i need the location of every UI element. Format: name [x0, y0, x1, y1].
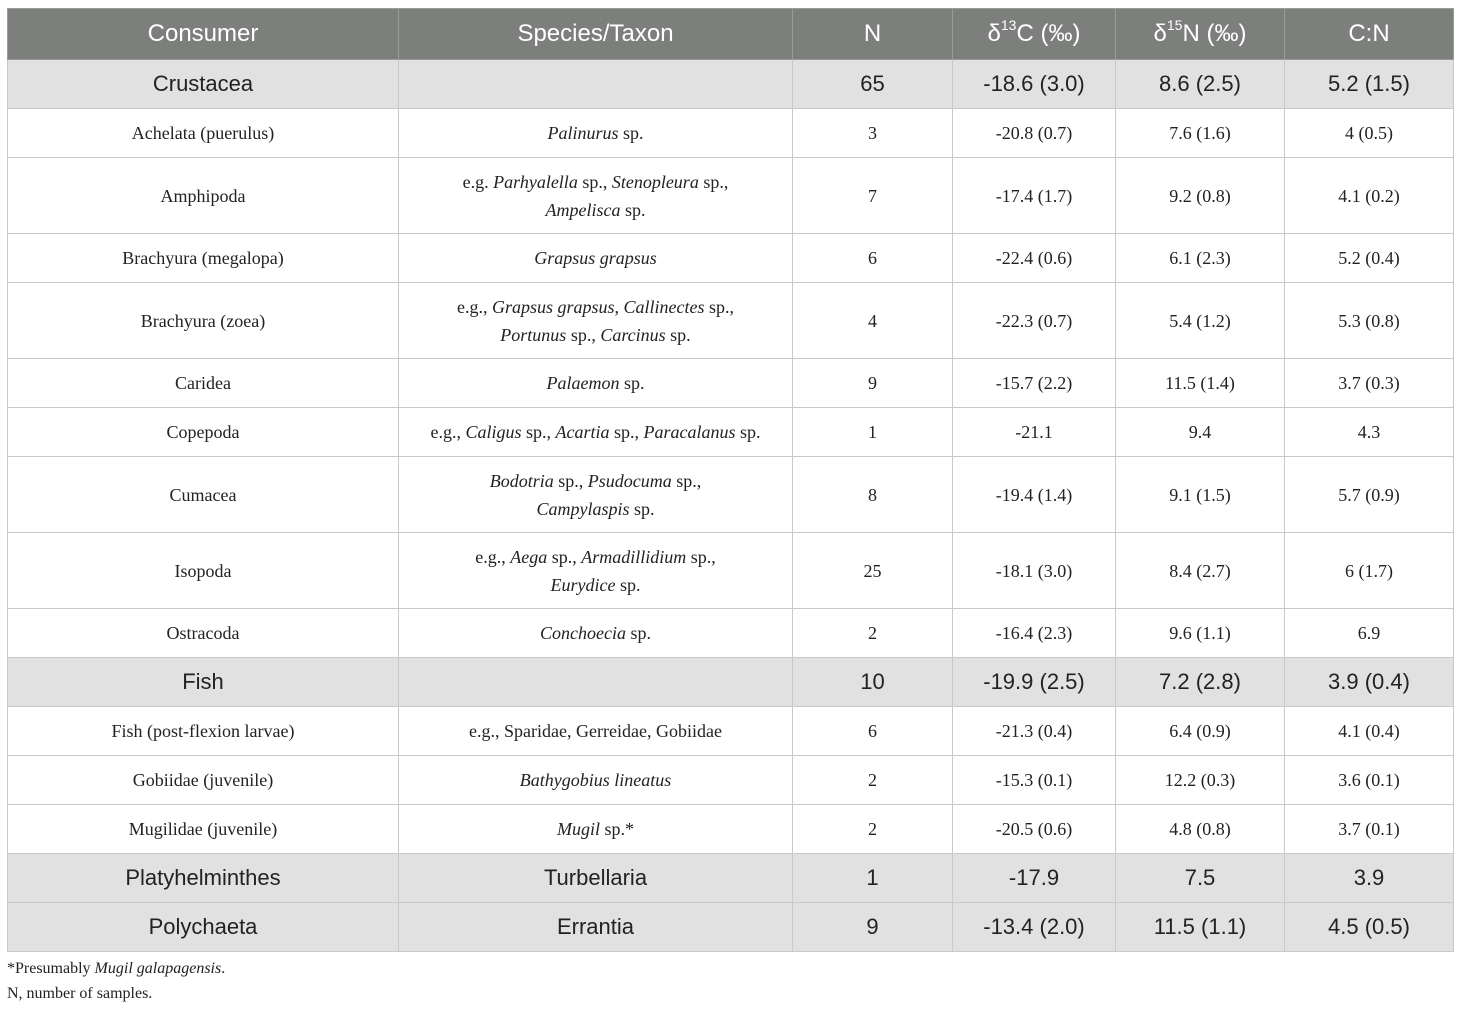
consumer-cell: Brachyura (megalopa)	[8, 234, 399, 283]
d13c-cell: -16.4 (2.3)	[953, 609, 1116, 658]
species-text: e.g.,	[456, 296, 492, 317]
consumer-cell: Platyhelminthes	[8, 854, 399, 903]
species-name-italic: Parhyalella	[493, 171, 578, 192]
species-text: e.g., Sparidae, Gerreidae, Gobiidae	[469, 721, 722, 741]
species-name-italic: Mugil	[556, 819, 600, 839]
consumer-cell: Mugilidae (juvenile)	[8, 805, 399, 854]
species-name-italic: Ampelisca	[545, 199, 621, 220]
species-text: sp.,	[547, 546, 582, 567]
species-text: sp.	[629, 498, 655, 519]
cn-cell: 5.7 (0.9)	[1285, 457, 1454, 533]
species-text: sp.,	[577, 171, 612, 192]
d15n-cell: 7.2 (2.8)	[1116, 658, 1285, 707]
species-text: ,	[614, 296, 624, 317]
cn-cell: 5.3 (0.8)	[1285, 283, 1454, 359]
species-text: sp.,	[609, 422, 644, 442]
d13c-cell: -20.5 (0.6)	[953, 805, 1116, 854]
species-text: sp.,	[671, 470, 702, 491]
species-line	[407, 865, 784, 891]
species-line	[407, 369, 784, 397]
n-cell: 7	[793, 158, 953, 234]
consumer-cell: Gobiidae (juvenile)	[8, 756, 399, 805]
species-text: e.g.	[462, 171, 494, 192]
consumer-cell: Cumacea	[8, 457, 399, 533]
d15n-cell: 7.5	[1116, 854, 1285, 903]
species-name-italic: Conchoecia	[540, 623, 626, 643]
d15n-cell: 6.4 (0.9)	[1116, 707, 1285, 756]
cn-cell: 4.1 (0.4)	[1285, 707, 1454, 756]
species-text: sp.	[625, 623, 651, 643]
d15n-superscript: 15	[1166, 17, 1183, 33]
d15n-cell: 9.1 (1.5)	[1116, 457, 1285, 533]
n-cell: 6	[793, 234, 953, 283]
cn-cell: 4.5 (0.5)	[1285, 903, 1454, 952]
d13c-cell: -17.9	[953, 854, 1116, 903]
species-name-italic: Palaemon	[546, 373, 620, 393]
table-row	[8, 359, 1454, 408]
species-line	[407, 495, 784, 523]
species-text: sp.	[620, 199, 646, 220]
header-row	[8, 9, 1454, 60]
header-d15n	[1116, 9, 1285, 60]
species-cell	[399, 805, 793, 854]
species-text: e.g.,	[475, 546, 511, 567]
header-n: N	[793, 9, 953, 60]
d15n-cell: 4.8 (0.8)	[1116, 805, 1285, 854]
cn-cell: 3.9	[1285, 854, 1454, 903]
species-cell	[399, 707, 793, 756]
species-line	[407, 571, 784, 599]
species-cell	[399, 658, 793, 707]
species-text: e.g.,	[430, 422, 466, 442]
species-text: sp.	[615, 574, 641, 595]
table-row	[8, 158, 1454, 234]
species-name-italic: Bathygobius lineatus	[519, 770, 672, 790]
group-row	[8, 658, 1454, 707]
n-cell: 9	[793, 903, 953, 952]
d15n-unit: N (‰)	[1182, 20, 1247, 47]
footnotes	[7, 956, 225, 1006]
n-cell: 25	[793, 533, 953, 609]
species-cell	[399, 854, 793, 903]
consumer-cell: Polychaeta	[8, 903, 399, 952]
footnote-suffix: .	[221, 960, 226, 977]
d15n-delta: δ	[1153, 20, 1167, 47]
species-text: sp.	[735, 422, 761, 442]
table-header	[8, 9, 1454, 60]
d13c-cell: -15.3 (0.1)	[953, 756, 1116, 805]
consumer-cell: Copepoda	[8, 408, 399, 457]
species-name-italic: Caligus	[465, 422, 522, 442]
table-row	[8, 234, 1454, 283]
d13c-cell: -22.3 (0.7)	[953, 283, 1116, 359]
footnote-n-definition: N, number of samples.	[7, 985, 153, 1002]
cn-cell: 4 (0.5)	[1285, 109, 1454, 158]
d15n-cell: 12.2 (0.3)	[1116, 756, 1285, 805]
species-line	[407, 293, 784, 321]
species-line	[407, 543, 784, 571]
species-name-italic: Psudocuma	[587, 470, 672, 491]
table-row	[8, 408, 1454, 457]
n-cell: 8	[793, 457, 953, 533]
species-cell	[399, 158, 793, 234]
n-cell: 65	[793, 60, 953, 109]
consumer-cell: Fish	[8, 658, 399, 707]
species-text: sp.	[665, 324, 691, 345]
d13c-cell: -19.4 (1.4)	[953, 457, 1116, 533]
cn-cell: 6 (1.7)	[1285, 533, 1454, 609]
species-line	[407, 418, 784, 446]
n-cell: 1	[793, 408, 953, 457]
d13c-unit: C (‰)	[1016, 20, 1081, 47]
species-text: sp.	[618, 123, 644, 143]
species-text: sp.,	[566, 324, 601, 345]
n-cell: 1	[793, 854, 953, 903]
species-cell	[399, 457, 793, 533]
species-text: Errantia	[556, 914, 635, 939]
d13c-cell: -17.4 (1.7)	[953, 158, 1116, 234]
n-cell: 3	[793, 109, 953, 158]
d15n-cell: 7.6 (1.6)	[1116, 109, 1285, 158]
table-row	[8, 805, 1454, 854]
cn-cell: 3.9 (0.4)	[1285, 658, 1454, 707]
consumer-cell: Isopoda	[8, 533, 399, 609]
n-cell: 4	[793, 283, 953, 359]
group-row	[8, 60, 1454, 109]
d15n-cell: 11.5 (1.1)	[1116, 903, 1285, 952]
species-name-italic: Eurydice	[550, 574, 616, 595]
d15n-cell: 6.1 (2.3)	[1116, 234, 1285, 283]
isotope-table	[7, 8, 1454, 952]
species-line	[407, 766, 784, 794]
species-cell	[399, 609, 793, 658]
n-cell: 2	[793, 805, 953, 854]
table-row	[8, 756, 1454, 805]
consumer-cell: Achelata (puerulus)	[8, 109, 399, 158]
species-text: Turbellaria	[543, 865, 648, 890]
species-cell	[399, 234, 793, 283]
species-line	[407, 815, 784, 843]
species-name-italic: Campylaspis	[536, 498, 630, 519]
table-row	[8, 533, 1454, 609]
d15n-cell: 9.6 (1.1)	[1116, 609, 1285, 658]
species-name-italic: Paracalanus	[643, 422, 736, 442]
header-consumer: Consumer	[8, 9, 399, 60]
header-d13c	[953, 9, 1116, 60]
species-name-italic: Acartia	[555, 422, 610, 442]
d13c-delta: δ	[987, 20, 1001, 47]
table-row	[8, 457, 1454, 533]
d13c-cell: -21.3 (0.4)	[953, 707, 1116, 756]
species-line	[407, 619, 784, 647]
species-name-italic: Bodotria	[489, 470, 554, 491]
species-line	[407, 467, 784, 495]
species-line	[407, 168, 784, 196]
n-cell: 2	[793, 609, 953, 658]
species-text: sp.	[619, 373, 645, 393]
species-line	[407, 321, 784, 349]
table-row	[8, 609, 1454, 658]
table-row	[8, 109, 1454, 158]
n-cell: 6	[793, 707, 953, 756]
species-name-italic: Aega	[510, 546, 548, 567]
species-text: sp.,	[704, 296, 735, 317]
species-text: sp.*	[599, 819, 634, 839]
cn-cell: 3.7 (0.1)	[1285, 805, 1454, 854]
species-name-italic: Palinurus	[547, 123, 619, 143]
species-line	[407, 717, 784, 745]
consumer-cell: Crustacea	[8, 60, 399, 109]
cn-cell: 6.9	[1285, 609, 1454, 658]
table-row	[8, 707, 1454, 756]
d15n-cell: 9.4	[1116, 408, 1285, 457]
d15n-cell: 8.6 (2.5)	[1116, 60, 1285, 109]
species-cell	[399, 533, 793, 609]
group-row	[8, 854, 1454, 903]
cn-cell: 5.2 (0.4)	[1285, 234, 1454, 283]
species-text: sp.,	[686, 546, 716, 567]
cn-cell: 3.6 (0.1)	[1285, 756, 1454, 805]
n-cell: 2	[793, 756, 953, 805]
species-line	[407, 244, 784, 272]
d13c-cell: -18.6 (3.0)	[953, 60, 1116, 109]
cn-cell: 5.2 (1.5)	[1285, 60, 1454, 109]
species-name-italic: Armadillidium	[581, 546, 687, 567]
species-name-italic: Callinectes	[623, 296, 705, 317]
d15n-cell: 5.4 (1.2)	[1116, 283, 1285, 359]
species-cell	[399, 283, 793, 359]
header-cn: C:N	[1285, 9, 1454, 60]
species-name-italic: Carcinus	[600, 324, 666, 345]
species-name-italic: Portunus	[500, 324, 567, 345]
consumer-cell: Brachyura (zoea)	[8, 283, 399, 359]
species-name-italic: Grapsus grapsus	[491, 296, 615, 317]
species-cell	[399, 756, 793, 805]
table-row	[8, 283, 1454, 359]
species-cell	[399, 408, 793, 457]
species-line	[407, 196, 784, 224]
d13c-cell: -18.1 (3.0)	[953, 533, 1116, 609]
consumer-cell: Ostracoda	[8, 609, 399, 658]
n-cell: 9	[793, 359, 953, 408]
d13c-cell: -21.1	[953, 408, 1116, 457]
d13c-cell: -15.7 (2.2)	[953, 359, 1116, 408]
table-body	[8, 60, 1454, 952]
cn-cell: 4.3	[1285, 408, 1454, 457]
consumer-cell: Caridea	[8, 359, 399, 408]
consumer-cell: Amphipoda	[8, 158, 399, 234]
species-text: sp.,	[521, 422, 556, 442]
n-cell: 10	[793, 658, 953, 707]
d15n-cell: 9.2 (0.8)	[1116, 158, 1285, 234]
d15n-cell: 8.4 (2.7)	[1116, 533, 1285, 609]
d13c-cell: -20.8 (0.7)	[953, 109, 1116, 158]
species-text: sp.,	[698, 171, 729, 192]
footnote-prefix: *Presumably	[7, 960, 95, 977]
footnote-presumably	[7, 956, 225, 981]
species-cell	[399, 359, 793, 408]
cn-cell: 4.1 (0.2)	[1285, 158, 1454, 234]
group-row	[8, 903, 1454, 952]
d13c-cell: -13.4 (2.0)	[953, 903, 1116, 952]
species-line	[407, 119, 784, 147]
d13c-cell: -22.4 (0.6)	[953, 234, 1116, 283]
header-species: Species/Taxon	[399, 9, 793, 60]
species-text: sp.,	[553, 470, 588, 491]
species-name-italic: Grapsus grapsus	[534, 248, 657, 268]
consumer-cell: Fish (post-flexion larvae)	[8, 707, 399, 756]
d15n-cell: 11.5 (1.4)	[1116, 359, 1285, 408]
species-cell	[399, 109, 793, 158]
cn-cell: 3.7 (0.3)	[1285, 359, 1454, 408]
species-name-italic: Stenopleura	[611, 171, 699, 192]
d13c-superscript: 13	[1000, 17, 1017, 33]
d13c-cell: -19.9 (2.5)	[953, 658, 1116, 707]
species-cell	[399, 60, 793, 109]
footnote-species: Mugil galapagensis	[94, 960, 222, 977]
species-cell	[399, 903, 793, 952]
species-line	[407, 914, 784, 940]
